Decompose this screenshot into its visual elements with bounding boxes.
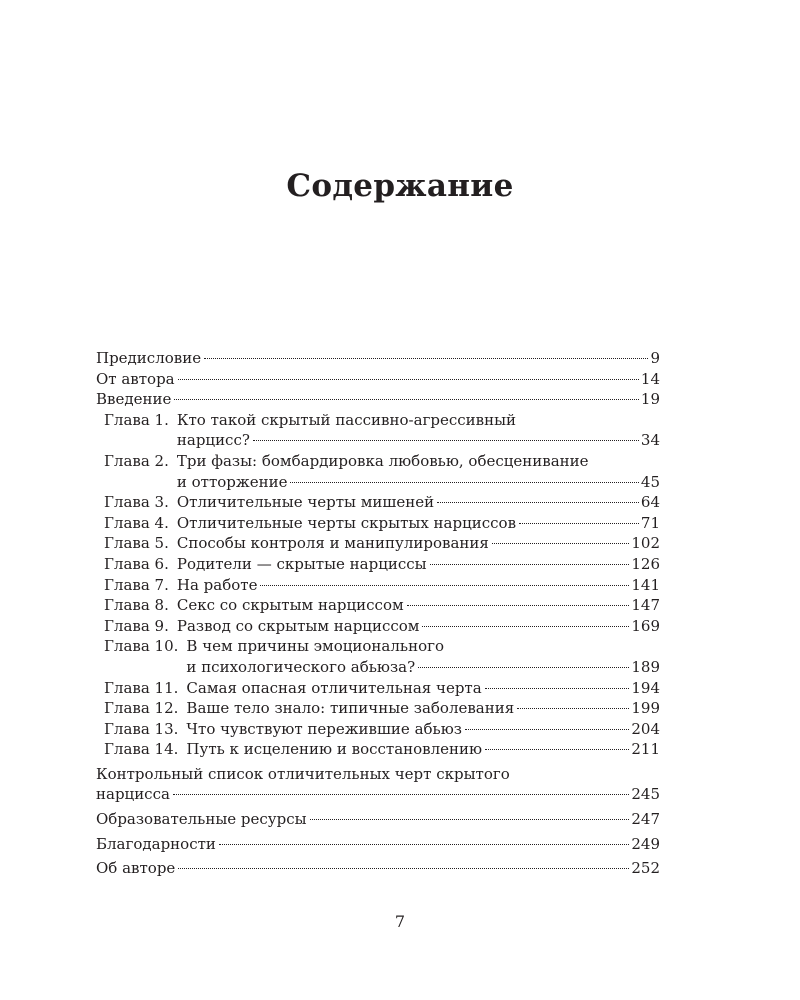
chapter-label: Глава 7. [104,575,169,594]
chapter-label: Глава 10. [104,637,179,656]
toc-chapter-13[interactable] [96,719,660,740]
chapter-page: 45 [640,472,660,491]
toc-entry-title-line: нарцисса [96,785,170,804]
toc-entry-resources[interactable] [96,809,660,830]
dot-leader [253,440,639,441]
toc-chapter-8[interactable] [96,595,660,616]
chapter-title-line: Родители — скрытые нарциссы [176,554,427,573]
dot-leader [219,844,629,845]
chapter-title-line: Развод со скрытым нарциссом [176,616,420,635]
page-number: 7 [394,912,406,931]
dot-leader [492,543,630,544]
dot-leader [178,868,629,869]
toc-chapter-12[interactable] [96,698,660,719]
toc-entry-from-author[interactable] [96,369,660,390]
dot-leader [485,749,629,750]
chapter-page: 126 [631,554,660,573]
toc-entry-title: Благодарности [96,834,216,853]
dot-leader [465,729,629,730]
dot-leader [310,819,630,820]
toc-chapter-14[interactable] [96,739,660,760]
chapter-title-line: Ваше тело знало: типичные заболевания [186,699,515,718]
chapter-label: Глава 6. [104,554,169,573]
chapter-page: 189 [631,657,660,676]
toc-chapter-9[interactable] [96,616,660,637]
chapter-page: 102 [631,534,660,553]
chapter-title-line: Способы контроля и манипулирования [176,534,489,553]
dot-leader [485,688,630,689]
toc-entry-page: 245 [631,785,660,804]
chapter-page: 169 [631,616,660,635]
chapter-page: 147 [631,596,660,615]
toc-entry-title: От автора [96,369,175,388]
toc-entry-page: 247 [631,810,660,829]
toc-entry-acknowledgements[interactable] [96,834,660,855]
dot-leader [178,379,639,380]
chapter-label: Глава 9. [104,616,169,635]
chapter-page: 204 [631,719,660,738]
table-of-contents [96,348,660,879]
dot-leader [173,794,629,795]
page-title: Содержание [286,168,514,204]
toc-entry-about-author[interactable] [96,858,660,879]
dot-leader [437,502,639,503]
chapter-page: 211 [631,740,660,759]
dot-leader [418,667,629,668]
dot-leader [407,605,630,606]
chapter-title-line: Что чувствуют пережившие абьюз [186,719,462,738]
toc-entry-introduction[interactable] [96,389,660,410]
toc-chapter-6[interactable] [96,554,660,575]
toc-entry-title: Предисловие [96,349,202,367]
chapter-label: Глава 8. [104,596,169,615]
chapter-title-line: В чем причины эмоционального [186,637,444,656]
dot-leader [174,399,639,400]
chapter-label: Глава 14. [104,740,179,759]
dot-leader [204,358,648,359]
toc-entry-page: 252 [631,859,660,878]
chapter-title-line: Секс со скрытым нарциссом [176,596,404,615]
chapter-title-line: Отличительные черты скрытых нарциссов [176,513,517,532]
toc-entry-checklist[interactable] [96,764,660,805]
chapter-label: Глава 2. [104,451,169,470]
chapter-title-line: Отличительные черты мишеней [176,493,435,512]
toc-entry-title: Введение [96,390,172,409]
dot-leader [430,564,630,565]
toc-chapter-3[interactable] [96,492,660,513]
dot-leader [260,585,629,586]
toc-chapter-4[interactable] [96,513,660,534]
chapter-label: Глава 5. [104,534,169,553]
toc-entry-title: Образовательные ресурсы [96,810,307,829]
chapter-label: Глава 13. [104,719,179,738]
chapter-page: 141 [631,575,660,594]
dot-leader [519,523,639,524]
chapter-page: 34 [640,431,660,450]
toc-chapter-5[interactable] [96,533,660,554]
chapter-title-line: Самая опасная отличительная черта [186,678,482,697]
toc-chapter-7[interactable] [96,575,660,596]
dot-leader [422,626,629,627]
toc-entry-page: 9 [650,349,660,367]
chapter-title-line: Кто такой скрытый пассивно-агрессивный [176,410,517,429]
chapter-page: 64 [640,493,660,512]
toc-chapter-10[interactable] [96,636,660,677]
toc-entry-page: 249 [631,834,660,853]
chapter-title-line: нарцисс? [176,431,250,450]
toc-chapter-11[interactable] [96,678,660,699]
toc-entry-title-line: Контрольный список отличительных черт скрытого [96,764,510,783]
toc-entry-title: Об авторе [96,859,176,878]
chapter-title-line: Три фазы: бомбардировка любовью, обесценивание [176,451,589,470]
dot-leader [290,482,638,483]
chapter-page: 199 [631,699,660,718]
chapter-title-line: На работе [176,575,258,594]
chapter-label: Глава 3. [104,493,169,512]
chapter-page: 194 [631,678,660,697]
chapter-label: Глава 1. [104,410,169,429]
chapter-label: Глава 4. [104,513,169,532]
chapter-label: Глава 11. [104,678,179,697]
chapter-title-line: и отторжение [176,472,288,491]
toc-chapter-1[interactable] [96,410,660,451]
toc-chapter-2[interactable] [96,451,660,492]
chapter-title-line: Путь к исцелению и восстановлению [186,740,483,759]
toc-entry-foreword[interactable] [96,348,660,369]
dot-leader [517,708,629,709]
toc-entry-page: 19 [640,390,660,409]
chapter-page: 71 [640,513,660,532]
toc-entry-page: 14 [640,369,660,388]
chapter-title-line: и психологического абьюза? [186,657,416,676]
chapter-label: Глава 12. [104,699,179,718]
